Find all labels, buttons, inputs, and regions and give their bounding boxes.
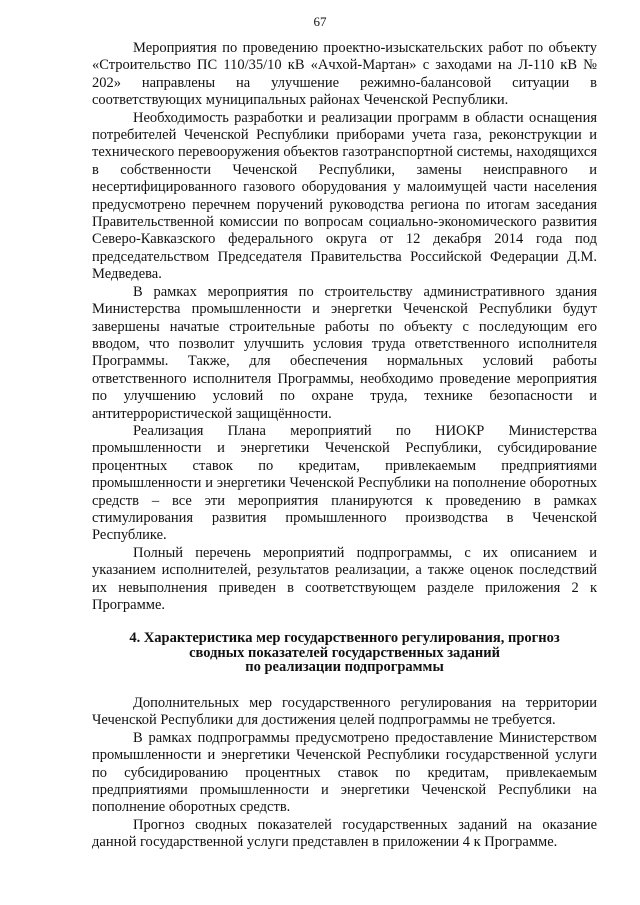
section-heading: 4. Характеристика мер государственного регулирования, прогноз сводных показателей государственных заданий по реализации подпрограммы <box>129 630 560 676</box>
paragraph: Прогноз сводных показателей государственных заданий на оказание данной государственной услуги представлен в приложении 4 к Программе. <box>92 816 597 851</box>
paragraph: Мероприятия по проведению проектно-изыскательских работ по объекту «Строительство ПС 110/35/10 кВ «Ачхой-Мартан» с заходами на Л-110 кВ № 202» направлены на улучшение режимно-балансовой ситуации в соответствующих муниципальных районах Чеченской Республики. <box>92 40 597 109</box>
paragraph: В рамках подпрограммы предусмотрено предоставление Министерством промышленности и энергетики Чеченской Республики государственной услуги по субсидированию процентных ставок по кредитам, привлекаемым предприятиями промышленности и энергетики Чеченской Республики на пополнение оборотных средств. <box>92 729 597 816</box>
paragraph: Полный перечень мероприятий подпрограммы, с их описанием и указанием исполнителей, результатов реализации, а также оценок последствий их невыполнения приведен в соответствующем разделе приложения 2 к Программе. <box>92 544 597 613</box>
paragraph: Необходимость разработки и реализации программ в области оснащения потребителей Чеченской Республики приборами учета газа, реконструкции и технического перевооружения объектов газотранспортной системы, находящихся в собственности Чеченской Республики, замены неисправного и несертифицированного газового оборудования у малоимущей части населения предусмотрено перечнем поручений руководства региона по итогам заседания Правительственной комиссии по вопросам социально-экономического развития Северо-Кавказского федерального округа от 12 декабря 2014 года под председательством Председателя Правительства Российской Федерации Д.М. Медведева. <box>92 109 597 283</box>
paragraph: Реализация Плана мероприятий по НИОКР Министерства промышленности и энергетики Чеченской Республики, субсидирование процентных ставок по кредитам, привлекаемым предприятиями промышленности и энергетики Чеченской Республики на пополнение оборотных средств – все эти мероприятия планируются к проведению в рамках стимулирования развития промышленного производства в Чеченской Республике. <box>92 422 597 544</box>
page-content <box>92 40 597 852</box>
paragraph: В рамках мероприятия по строительству административного здания Министерства промышленности и энергетки Чеченской Республики будут завершены начатые строительные работы по объекту с последующим его вводом, что позволит улучшить условия труда ответственного исполнителя Программы. Также, для обеспечения нормальных условий работы ответственного исполнителя Программы, необходимо проведение мероприятия по улучшению условий по охране труда, технике безопасности и антитеррористической защищённости. <box>92 283 597 422</box>
page-number: 67 <box>313 14 327 29</box>
paragraph: Дополнительных мер государственного регулирования на территории Чеченской Республики для достижения целей подпрограммы не требуется. <box>92 694 597 729</box>
